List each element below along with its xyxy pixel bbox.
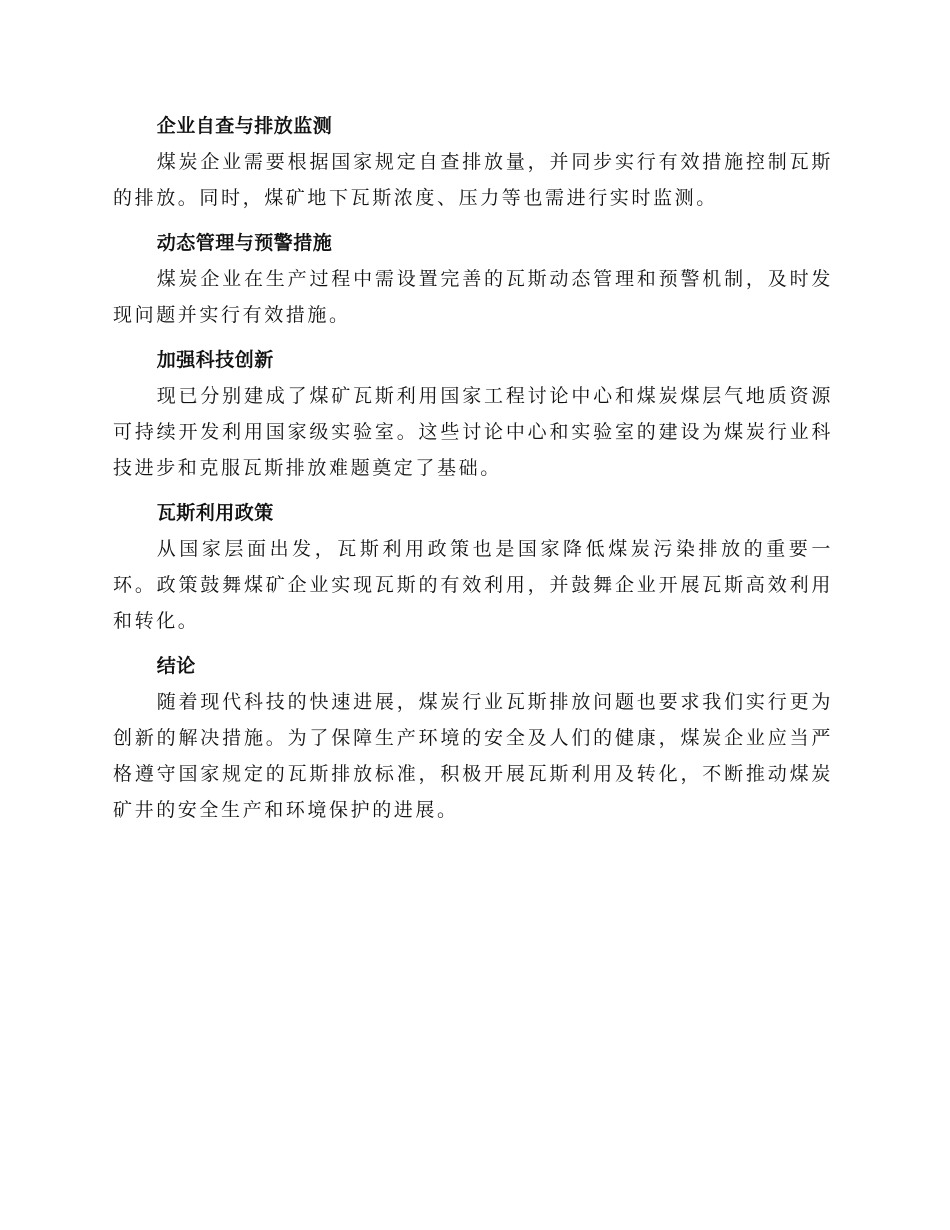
- section-paragraph: 现已分别建成了煤矿瓦斯利用国家工程讨论中心和煤炭煤层气地质资源可持续开发利用国家级实验室。这些讨论中心和实验室的建设为煤炭行业科技进步和克服瓦斯排放难题奠定了基础。: [113, 385, 833, 479]
- section-heading: 瓦斯利用政策: [156, 502, 274, 524]
- section-tech-innovation: [113, 342, 833, 486]
- section-heading: 结论: [156, 655, 196, 677]
- section-dynamic-management: [113, 225, 833, 333]
- section-heading: 加强科技创新: [156, 349, 274, 371]
- section-self-inspection: [113, 108, 833, 216]
- section-conclusion: [113, 648, 833, 828]
- document-body: [113, 108, 833, 837]
- section-heading: 企业自查与排放监测: [156, 115, 333, 137]
- section-paragraph: 从国家层面出发，瓦斯利用政策也是国家降低煤炭污染排放的重要一环。政策鼓舞煤矿企业实现瓦斯的有效利用，并鼓舞企业开展瓦斯高效利用和转化。: [113, 538, 833, 632]
- section-paragraph: 煤炭企业在生产过程中需设置完善的瓦斯动态管理和预警机制，及时发现问题并实行有效措施。: [113, 268, 833, 326]
- section-paragraph: 煤炭企业需要根据国家规定自查排放量，并同步实行有效措施控制瓦斯的排放。同时，煤矿地下瓦斯浓度、压力等也需进行实时监测。: [113, 151, 833, 209]
- section-paragraph: 随着现代科技的快速进展，煤炭行业瓦斯排放问题也要求我们实行更为创新的解决措施。为了保障生产环境的安全及人们的健康，煤炭企业应当严格遵守国家规定的瓦斯排放标准，积极开展瓦斯利用及转化，不断推动煤炭矿井的安全生产和环境保护的进展。: [113, 691, 833, 821]
- section-heading: 动态管理与预警措施: [156, 232, 333, 254]
- section-gas-policy: [113, 495, 833, 639]
